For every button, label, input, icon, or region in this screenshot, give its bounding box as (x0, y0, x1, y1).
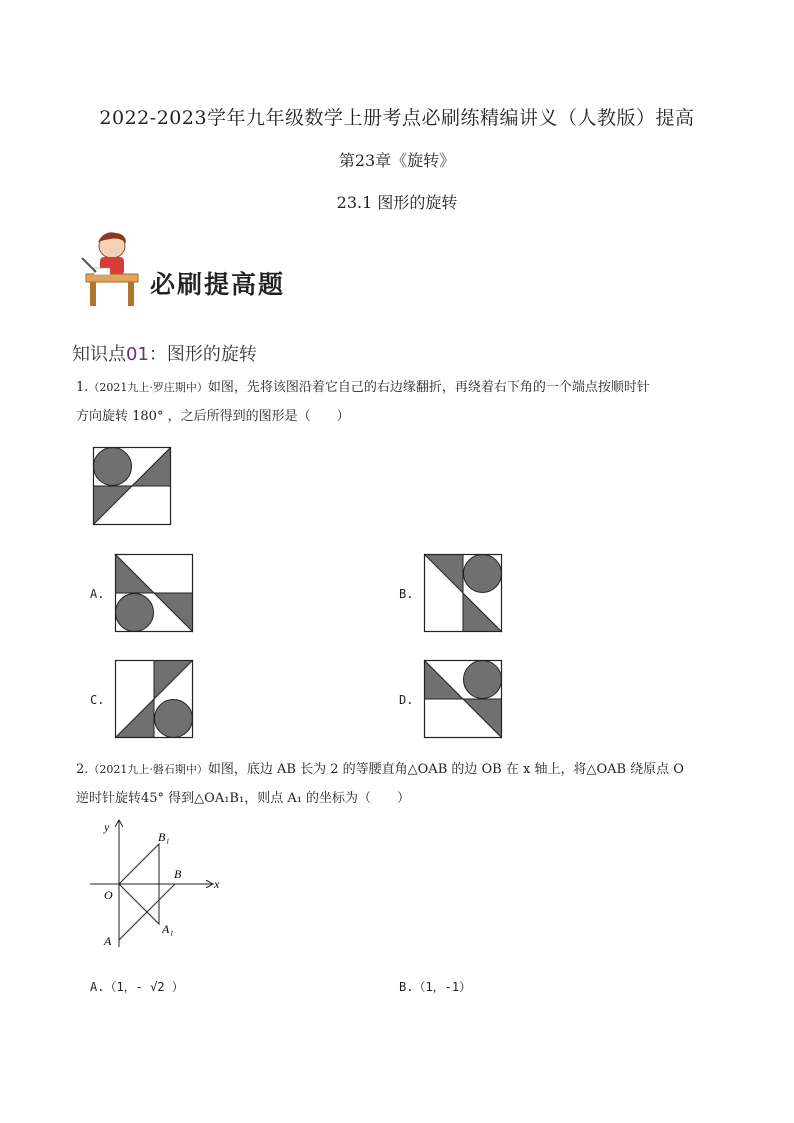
q1-option-d-label[interactable]: D. (399, 693, 414, 707)
question-2-line1: 2.（2021九上·磐石期中）如图，底边 AB 长为 2 的等腰直角△OAB 的边 OB 在 x 轴上，将△OAB 绕原点 O (76, 762, 684, 777)
q1-option-d-figure[interactable] (424, 660, 502, 738)
q2-option-b-value: （1，-1） (413, 980, 472, 994)
q1-option-a-figure[interactable] (115, 554, 193, 632)
q1-option-c-figure[interactable] (115, 660, 193, 738)
kp-number: 01 (126, 344, 149, 365)
question-2-line2: 逆时针旋转45° 得到△OA₁B₁，则点 A₁ 的坐标为（ ） (76, 791, 411, 806)
section-title: 23.1 图形的旋转 (336, 193, 458, 212)
q1-option-b-figure[interactable] (424, 554, 502, 632)
q1-option-c-label[interactable]: C. (90, 693, 105, 707)
q2-coordinate-figure (88, 817, 228, 957)
question-1 (76, 373, 716, 431)
kp-label: 知识点 (72, 344, 126, 365)
q2-option-a-value: （1，- √2 ） (104, 980, 184, 994)
q1-original-figure (93, 447, 171, 525)
knowledge-point-heading (72, 340, 257, 366)
kp-separator: ： (148, 344, 167, 365)
banner-heading: 必刷提高题 (150, 270, 286, 299)
point-b-label: B (174, 867, 182, 881)
question-1-line1: 1.（2021九上·罗庄期中）如图，先将该图沿着它自己的右边缘翻折，再绕着右下角的一个端点按顺时针 (76, 380, 650, 395)
x-axis-label: x (214, 877, 220, 891)
chapter-title: 第23章《旋转》 (338, 151, 456, 170)
point-a-label: A (104, 934, 112, 948)
kp-topic: 图形的旋转 (166, 344, 257, 365)
q2-option-a-label: A. (90, 980, 105, 994)
y-axis-label: y (104, 820, 110, 834)
question-2 (76, 755, 716, 813)
q1-option-a-label[interactable]: A. (90, 587, 105, 601)
q2-option-b[interactable] (399, 978, 471, 995)
student-at-desk-icon (76, 228, 148, 312)
question-1-line2: 方向旋转 180° ，之后所得到的图形是（ ） (76, 409, 350, 424)
q1-option-b-label[interactable]: B. (399, 587, 414, 601)
q2-option-a[interactable] (90, 978, 184, 995)
origin-label: O (104, 888, 113, 902)
point-b1-label: B₁ (158, 830, 170, 844)
point-a1-label: A₁ (162, 922, 174, 936)
q2-option-b-label: B. (399, 980, 414, 994)
page-title: 2022-2023学年九年级数学上册考点必刷练精编讲义（人教版）提高 (99, 107, 695, 129)
